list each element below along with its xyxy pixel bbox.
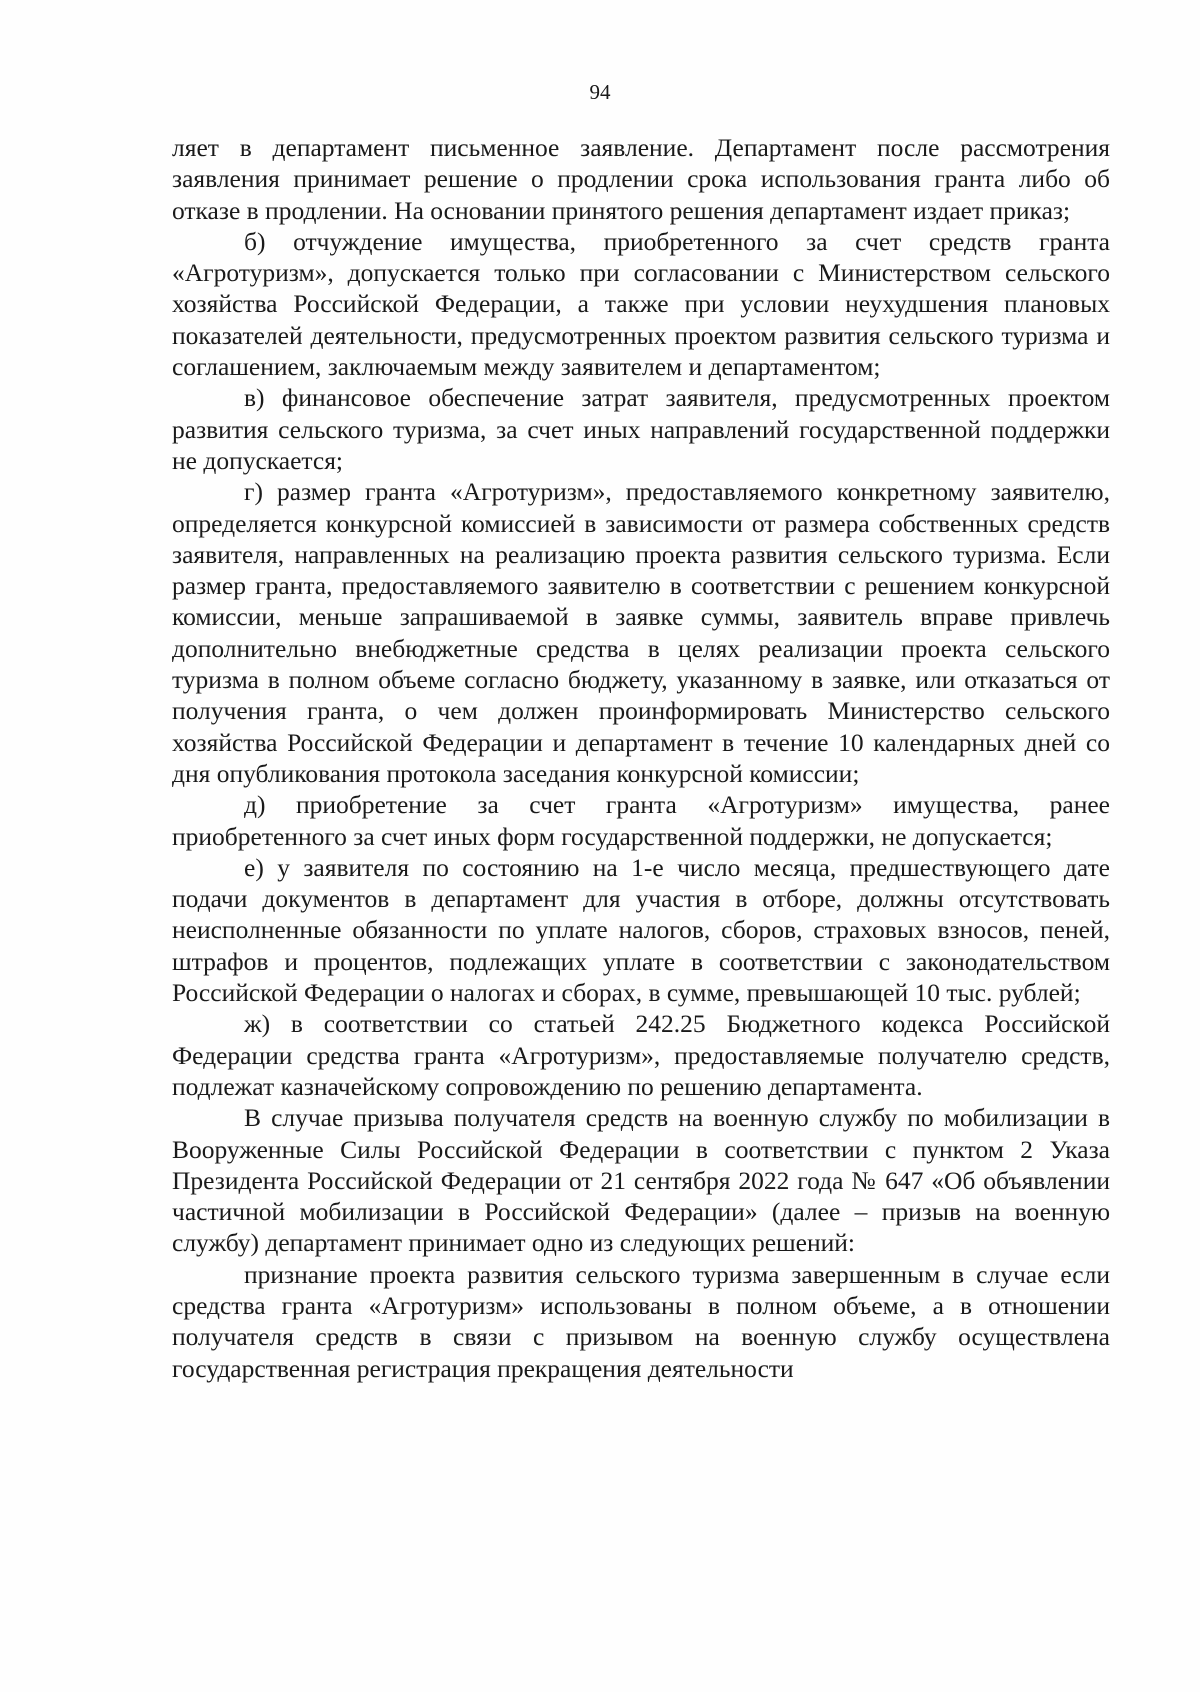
paragraph-mobilization: В случае призыва получателя средств на военную службу по мобилизации в Вооруженные Силы Российской Федерации в соответствии с пунктом 2 Указа Президента Российской Федерации от 21 сентября 2022 года № 647 «Об объявлении частичной мобилизации в Российской Федерации» (далее – призыв на военную службу) департамент принимает одно из следующих решений: bbox=[172, 1103, 1110, 1258]
paragraph-item-d: д) приобретение за счет гранта «Агротуризм» имущества, ранее приобретенного за счет иных форм государственной поддержки, не допускается; bbox=[172, 790, 1110, 851]
paragraph-item-zh: ж) в соответствии со статьей 242.25 Бюджетного кодекса Российской Федерации средства гранта «Агротуризм», предоставляемые получателю средств, подлежат казначейскому сопровождению по решению департамента. bbox=[172, 1009, 1110, 1101]
paragraph-decision-completed: признание проекта развития сельского туризма завершенным в случае если средства гранта «Агротуризм» использованы в полном объеме, а в отношении получателя средств в связи с призывом на военную службу осуществлена государственная регистрация прекращения деятельности bbox=[172, 1259, 1110, 1383]
paragraph-item-b: б) отчуждение имущества, приобретенного за счет средств гранта «Агротуризм», допускается только при согласовании с Министерством сельского хозяйства Российской Федерации, а также при условии неухудшения плановых показателей деятельности, предусмотренных проектом развития сельского туризма и соглашением, заключаемым между заявителем и департаментом; bbox=[172, 226, 1110, 382]
paragraph-item-v: в) финансовое обеспечение затрат заявителя, предусмотренных проектом развития сельского туризма, за счет иных направлений государственной поддержки не допускается; bbox=[172, 383, 1110, 475]
document-body bbox=[172, 132, 1110, 1384]
paragraph-item-e: е) у заявителя по состоянию на 1-е число месяца, предшествующего дате подачи документов в департамент для участия в отборе, должны отсутствовать неисполненные обязанности по уплате налогов, сборов, страховых взносов, пеней, штрафов и процентов, подлежащих уплате в соответствии с законодательством Российской Федерации о налогах и сборах, в сумме, превышающей 10 тыс. рублей; bbox=[172, 852, 1110, 1008]
page-number: 94 bbox=[589, 80, 611, 104]
paragraph-item-g: г) размер гранта «Агротуризм», предоставляемого конкретному заявителю, определяется конкурсной комиссией в зависимости от размера собственных средств заявителя, направленных на реализацию проекта развития сельского туризма. Если размер гранта, предоставляемого заявителю в соответствии с решением конкурсной комиссии, меньше запрашиваемой в заявке суммы, заявитель вправе привлечь дополнительно внебюджетные средства в целях реализации проекта сельского туризма в полном объеме согласно бюджету, указанному в заявке, или отказаться от получения гранта, о чем должен проинформировать Министерство сельского хозяйства Российской Федерации и департамент в течение 10 календарных дней со дня опубликования протокола заседания конкурсной комиссии; bbox=[172, 477, 1110, 788]
paragraph-continuation: ляет в департамент письменное заявление. Департамент после рассмотрения заявления принимает решение о продлении срока использования гранта либо об отказе в продлении. На основании принятого решения департамент издает приказ; bbox=[172, 133, 1110, 225]
